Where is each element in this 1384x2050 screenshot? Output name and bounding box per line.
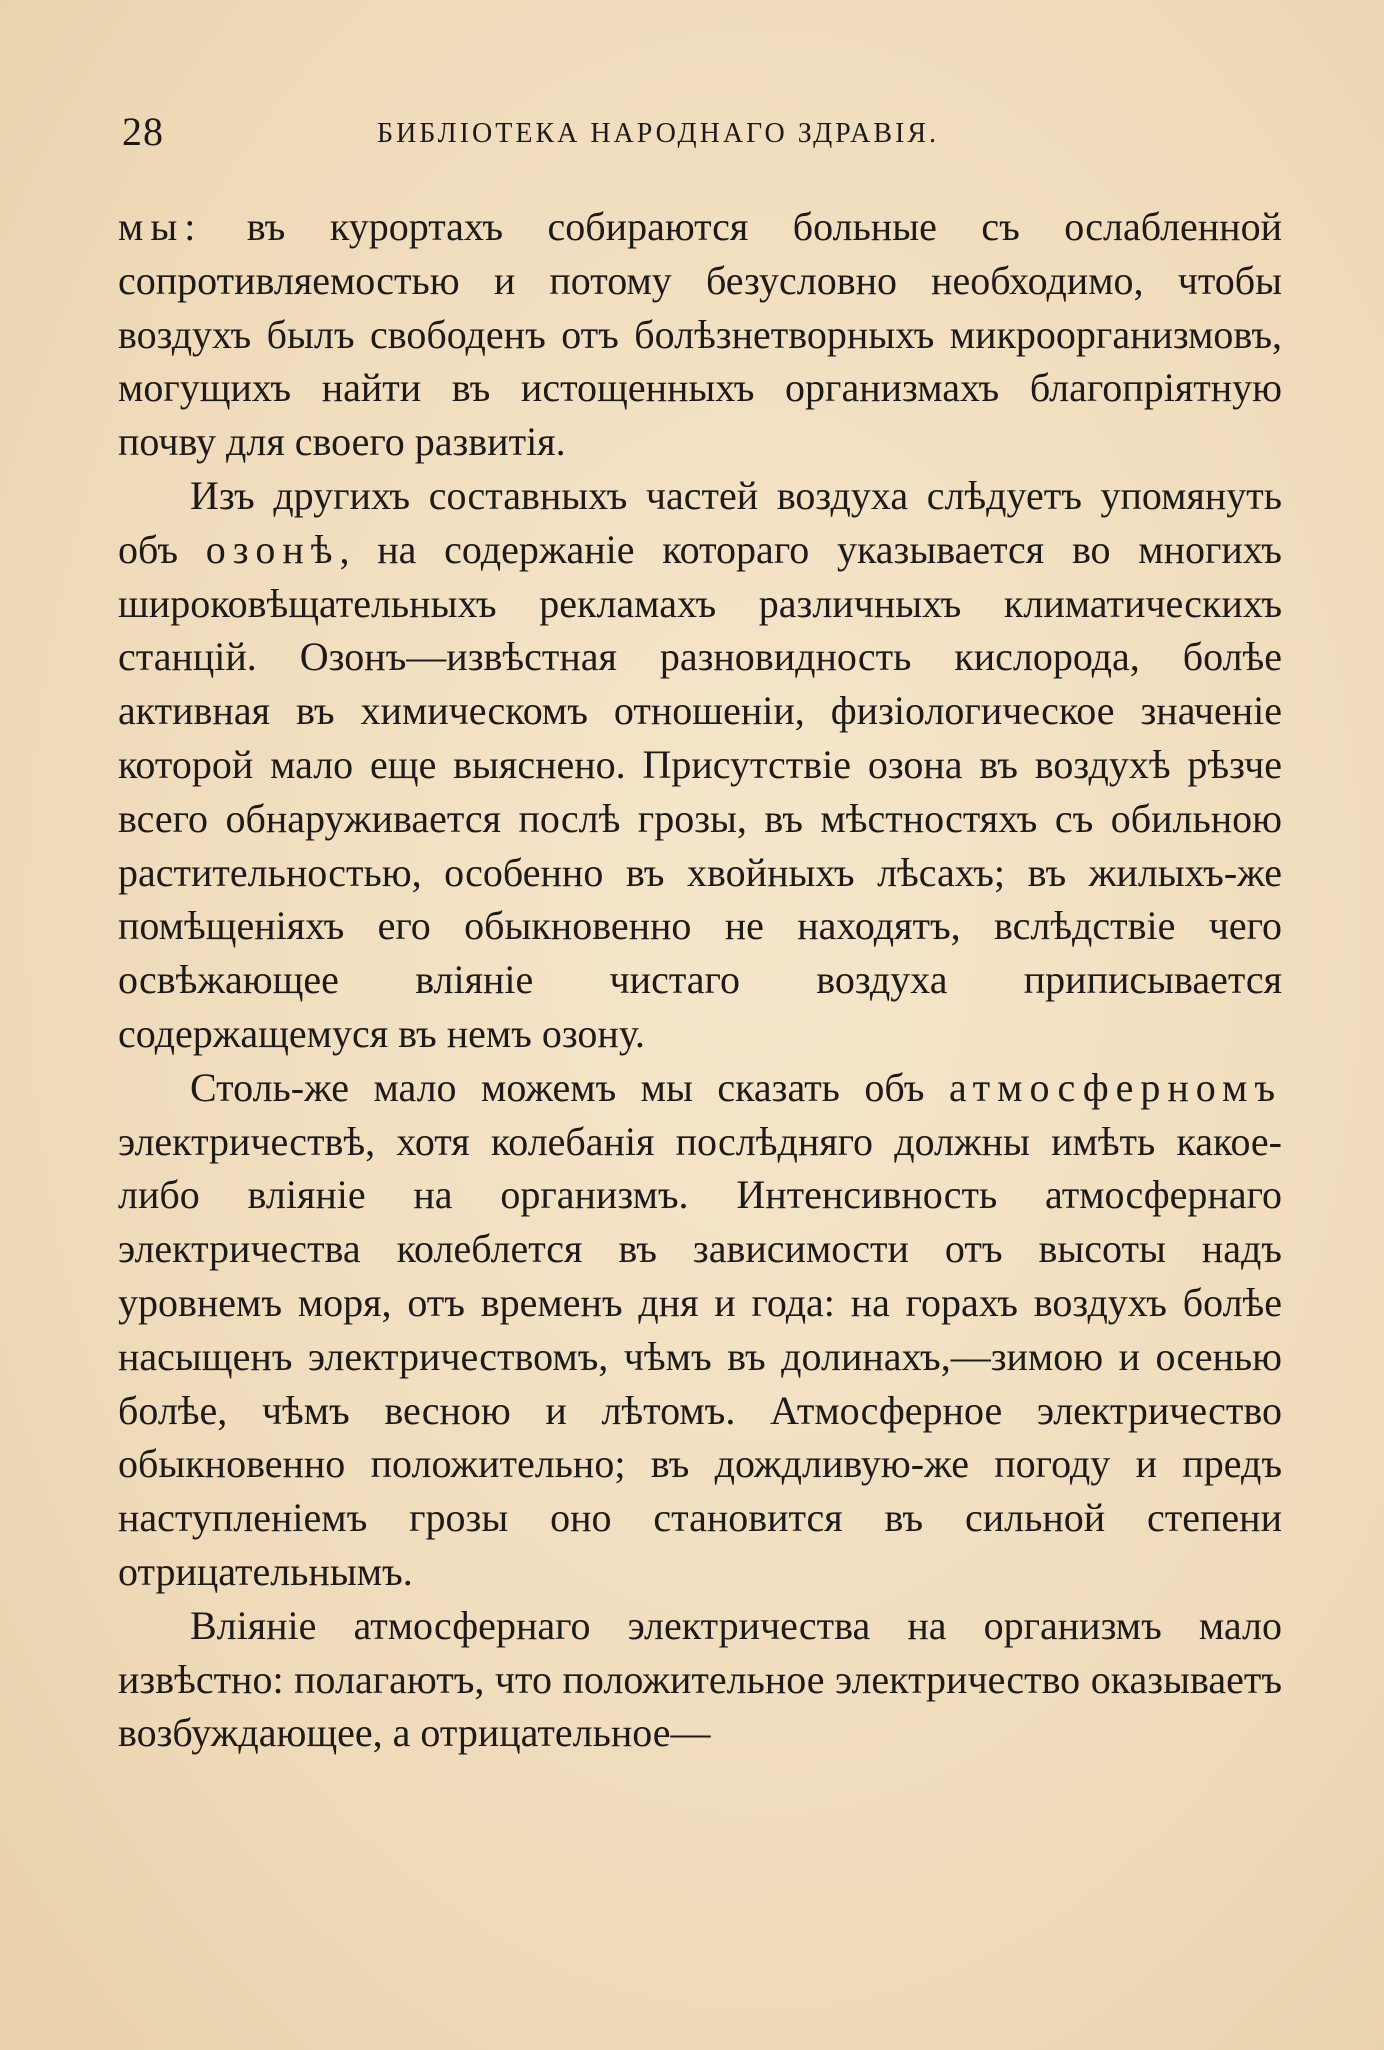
spaced-word: атмосферномъ xyxy=(948,1064,1282,1110)
spaced-word: мы: xyxy=(118,204,203,249)
text-run: электричествѣ, хотя колебанія послѣдняго должны имѣть какое-либо вліяніе на организмъ. Интенсивность атмосфернаго электричества колеблется въ зависимости отъ высоты надъ уровнемъ моря, отъ временъ дня и года: на горахъ воздухъ болѣе насыщенъ электричествомъ, чѣмъ въ долинахъ,—зимою и осенью болѣе, чѣмъ весною и лѣтомъ. Атмосферное электричество обыкновенно положительно; въ дождливую-же погоду и предъ наступленіемъ грозы оно становится въ сильной степени отрицательнымъ. xyxy=(118,1118,1282,1594)
page-header xyxy=(122,108,1290,164)
text-run: Изъ другихъ составныхъ частей воздуха слѣдуетъ упомянуть объ xyxy=(118,472,1282,572)
text-run: , на содержаніе котораго указывается во многихъ широковѣщательныхъ рекламахъ различныхъ климатическихъ станцій. Озонъ—извѣстная разновидность кислорода, болѣе активная въ химическомъ отношеніи, физіологическое значеніе которой мало еще выяснено. Присутствіе озона въ воздухѣ рѣзче всего обнаруживается послѣ грозы, въ мѣстностяхъ съ обильною растительностью, особенно въ хвойныхъ лѣсахъ; въ жилыхъ-же помѣщеніяхъ его обыкновенно не находятъ, вслѣдствіе чего освѣжающее вліяніе чистаго воздуха приписывается содержащемуся въ немъ озону. xyxy=(118,526,1282,1056)
page-number: 28 xyxy=(122,109,164,154)
spaced-word: озонѣ xyxy=(205,526,340,572)
body-text xyxy=(118,200,1282,1760)
paragraph xyxy=(118,469,1282,1061)
paragraph xyxy=(118,1061,1282,1599)
paragraph xyxy=(118,200,1282,469)
text-run: Столь-же мало можемъ мы сказать объ xyxy=(190,1064,949,1110)
paragraph xyxy=(118,1599,1282,1760)
running-title: БИБЛІОТЕКА НАРОДНАГО ЗДРАВІЯ. xyxy=(377,118,940,149)
text-run: въ курортахъ собираются больные съ ослабленной сопротивляемостью и потому безусловно необходимо, чтобы воздухъ былъ свободенъ отъ болѣзнетворныхъ микроорганизмовъ, могущихъ найти въ истощенныхъ организмахъ благопріятную почву для своего развитія. xyxy=(118,204,1282,465)
text-run: Вліяніе атмосфернаго электричества на организмъ мало извѣстно: полагаютъ, что положительное электричество оказываетъ возбуждающее, а отрицательное— xyxy=(118,1602,1282,1756)
